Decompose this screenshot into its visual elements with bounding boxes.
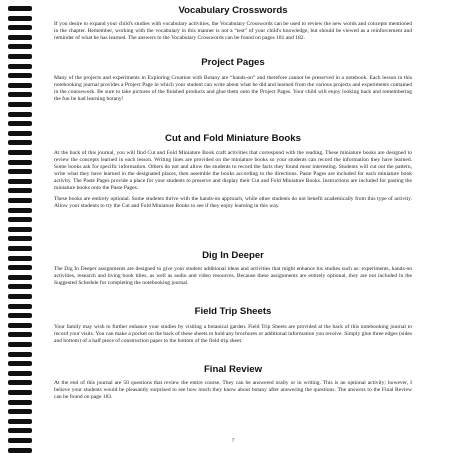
section-title: Field Trip Sheets — [194, 306, 272, 317]
page-number: 7 — [231, 438, 235, 444]
binding-coil — [8, 112, 32, 117]
binding-coil — [8, 208, 32, 213]
binding-coil — [8, 419, 32, 424]
binding-coil — [8, 169, 32, 174]
section-vocabulary-crosswords — [54, 5, 412, 42]
binding-coil — [8, 217, 32, 222]
spiral-binding — [0, 0, 40, 452]
binding-coil — [8, 438, 32, 443]
section-paragraph: If you desire to expand your child's studies with vocabulary activities, the Vocabulary Crosswords can be used to review the new words and concepts mentioned in the chapter. Remember, working with the vocabulary in this manner is not a “test” of your child's knowledge, but should be viewed as a reinforcement and reminder of what he has learned. The answers to the Vocabulary Crosswords can be found on pages 181 and 182. — [54, 21, 412, 41]
binding-coil — [8, 390, 32, 395]
section-dig-in-deeper — [54, 250, 412, 287]
section-cut-and-fold-miniature-books — [54, 133, 412, 210]
binding-coil — [8, 25, 32, 30]
section-title: Project Pages — [201, 57, 265, 68]
binding-coil — [8, 6, 32, 11]
binding-coil — [8, 73, 32, 78]
section-paragraph: Your family may wish to further enhance your studies by visiting a botanical garden. Field Trip Sheets are provided at the back of this notebooking journal to record your visits. You can make a pocket on the back of these sheets to hold any brochures or additional information you receive. Simply glue three edges (sides and bottom) of a half piece of construction paper to the bottom of the field trip sheet. — [54, 324, 412, 344]
binding-coil — [8, 275, 32, 280]
journal-page — [54, 0, 412, 452]
binding-coil — [8, 83, 32, 88]
section-paragraph: At the end of this journal are 50 questions that review the entire course. They can be answered orally or in writing. This is an optional activity; however, I believe your students would be pleasantly surprised to see how much they know about botany after answering the questions. The answers to the Final Review can be found on page 183. — [54, 380, 412, 400]
binding-coil — [8, 304, 32, 309]
binding-coil — [8, 44, 32, 49]
section-title: Cut and Fold Miniature Books — [165, 133, 301, 144]
binding-coil — [8, 35, 32, 40]
binding-coil — [8, 371, 32, 376]
binding-coil — [8, 284, 32, 289]
section-title: Vocabulary Crosswords — [178, 5, 288, 16]
binding-coil — [8, 102, 32, 107]
binding-coil — [8, 92, 32, 97]
binding-coil — [8, 188, 32, 193]
binding-coil — [8, 236, 32, 241]
section-paragraph: Many of the projects and experiments in Exploring Creation with Botany are “hands-on” and therefore cannot be preserved in a notebook. Each lesson in this notebooking journal provides a Project Page in which your student can write about what he did and learned from the various projects and experiments contained in the coursework. Be sure to take pictures of the finished products and glue them onto the Project Pages. Your child will enjoy looking back and remembering the fun he had learning botany! — [54, 75, 412, 102]
binding-coil — [8, 400, 32, 405]
binding-coil — [8, 352, 32, 357]
binding-coil — [8, 323, 32, 328]
binding-coil — [8, 380, 32, 385]
binding-coil — [8, 265, 32, 270]
binding-coil — [8, 332, 32, 337]
binding-coil — [8, 246, 32, 251]
binding-coil — [8, 428, 32, 433]
section-project-pages — [54, 57, 412, 103]
binding-coil — [8, 150, 32, 155]
binding-coil — [8, 294, 32, 299]
section-paragraph: The Dig In Deeper assignments are designed to give your student additional ideas and activities that might enhance his studies such as: experiments, hands-on activities, research and living book titles, as well as audio and video resources. Because these assignments are entirely optional, they are not included in the Suggested Schedule for completing the notebooking journal. — [54, 266, 412, 286]
section-paragraph: At the back of this journal, you will find Cut and Fold Miniature Book craft activities that correspond with the reading. These miniature books are designed to review the concepts learned in each lesson. Writing lines are provided on the miniature books so your students can record the information they have learned. Some books ask for specific information. Others do not and allow the students to record the facts they found most interesting. Students will cut out the pattern, write what they have learned in the designated places, then assemble the books according to the directions. Paste Pages are included for each miniature book activity. The Paste Pages provide a place for your students to preserve and display their Cut and Fold Miniature Books. Instructions are included for pasting the miniature books onto the Paste Pages. — [54, 150, 412, 191]
binding-coil — [8, 64, 32, 69]
binding-coil — [8, 198, 32, 203]
binding-coil — [8, 179, 32, 184]
binding-coil — [8, 227, 32, 232]
binding-coil — [8, 342, 32, 347]
binding-coil — [8, 140, 32, 145]
binding-coil — [8, 256, 32, 261]
binding-coil — [8, 313, 32, 318]
binding-coil — [8, 361, 32, 366]
section-paragraph: These books are entirely optional. Some students thrive with the hands-on approach, while other students do not benefit academically from this type of activity. Allow your students to try the Cut and Fold Miniature Books to see if they enjoy learning in this way. — [54, 196, 412, 210]
section-final-review — [54, 364, 412, 401]
section-field-trip-sheets — [54, 306, 412, 345]
binding-coil — [8, 54, 32, 59]
section-title: Final Review — [203, 364, 263, 375]
binding-coil — [8, 131, 32, 136]
binding-coil — [8, 160, 32, 165]
binding-coil — [8, 16, 32, 21]
binding-coil — [8, 409, 32, 414]
binding-coil — [8, 121, 32, 126]
section-title: Dig In Deeper — [202, 250, 264, 261]
